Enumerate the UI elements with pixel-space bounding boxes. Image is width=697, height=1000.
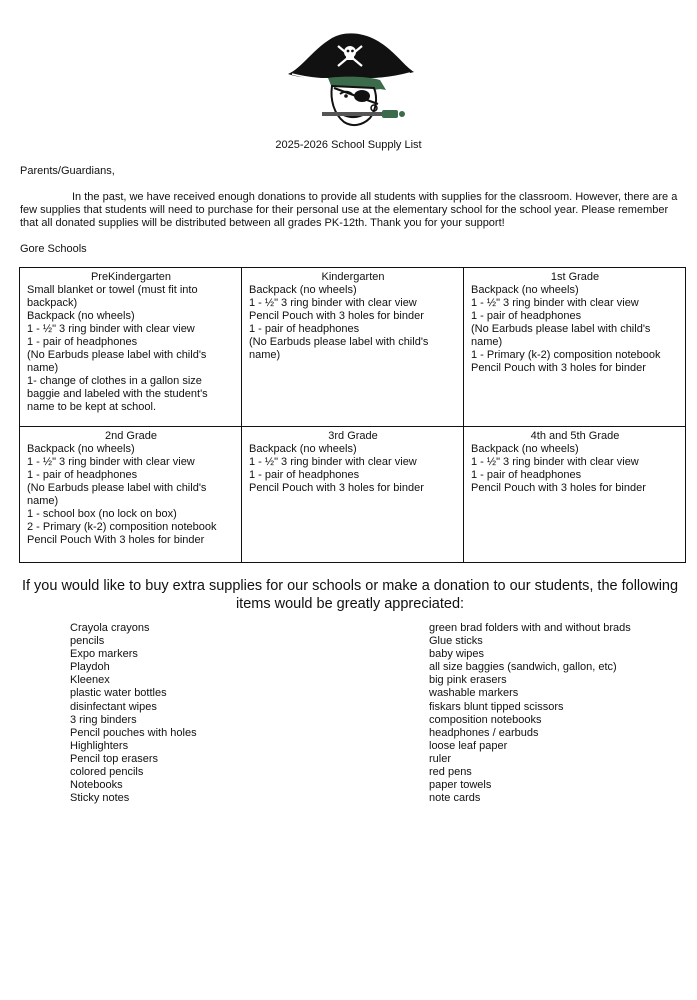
list-item: Sticky notes [70, 792, 130, 805]
list-item: Glue sticks [429, 635, 483, 648]
supply-item: Backpack (no wheels) [249, 284, 357, 296]
grade-cell [464, 268, 686, 427]
supply-item: Pencil Pouch with 3 holes for binder [471, 362, 646, 374]
list-item: big pink erasers [429, 674, 507, 687]
intro-text: In the past, we have received enough donations to provide all students with supplies for the classroom. However, there are a few supplies that students will need to purchase for their personal use at the elementary school for the school year. Please remember that all donated supplies will be distributed between all grades PK-12th. Thank you for your support! [20, 191, 678, 229]
list-item: green brad folders with and without brads [429, 622, 631, 634]
supply-item: 1 - pair of headphones [27, 469, 138, 481]
grade-cell [20, 427, 242, 563]
list-item: ruler [429, 752, 452, 765]
list-item: disinfectant wipes [70, 700, 157, 713]
list-item: 3 ring binders [70, 713, 137, 726]
greeting: Parents/Guardians, [20, 165, 115, 177]
supply-item: (No Earbuds please label with child's name) [249, 336, 429, 361]
supply-item: Backpack (no wheels) [471, 443, 579, 455]
supply-item: 1 - pair of headphones [249, 469, 360, 481]
supply-item: 1 - pair of headphones [471, 310, 582, 322]
grade-cell [242, 427, 464, 563]
list-item: Crayola crayons [70, 622, 150, 634]
list-item: Pencil top erasers [70, 752, 159, 765]
supply-item: Backpack (no wheels) [471, 284, 579, 296]
grade-heading: 2nd Grade [105, 430, 157, 442]
grade-cell [464, 427, 686, 563]
grade-supply-table [19, 267, 686, 563]
list-item: Highlighters [70, 739, 129, 752]
table-row [20, 268, 686, 427]
donation-list-left [70, 622, 197, 805]
supply-item: 1 - Primary (k-2) composition notebook [471, 349, 661, 361]
list-item: paper towels [429, 779, 492, 792]
grade-heading: 1st Grade [550, 271, 600, 283]
supply-item: Pencil Pouch with 3 holes for binder [249, 310, 424, 322]
grade-cell [242, 268, 464, 427]
grade-cell [20, 268, 242, 427]
supply-item: (No Earbuds please label with child's name) [471, 323, 651, 348]
supply-item: Backpack (no wheels) [27, 310, 135, 322]
list-item: note cards [429, 792, 481, 805]
page-title: 2025-2026 School Supply List [275, 139, 422, 151]
list-item: Expo markers [70, 648, 138, 661]
list-item: fiskars blunt tipped scissors [429, 700, 564, 713]
list-item: loose leaf paper [429, 739, 508, 752]
list-item: pencils [70, 635, 105, 648]
list-item: red pens [429, 766, 472, 779]
supply-item: Pencil Pouch With 3 holes for binder [27, 534, 205, 546]
list-item: Notebooks [70, 779, 123, 792]
supply-item: 1 - pair of headphones [249, 323, 360, 335]
signature: Gore Schools [20, 243, 87, 255]
list-item: headphones / earbuds [429, 726, 539, 739]
donation-list-right [429, 622, 631, 805]
supply-item: 1 - ½" 3 ring binder with clear view [249, 456, 417, 468]
supply-item: Backpack (no wheels) [27, 443, 135, 455]
list-item: composition notebooks [429, 713, 542, 726]
donation-appeal: If you would like to buy extra supplies for our schools or make a donation to our students, the following items would be greatly appreciated: [21, 578, 679, 612]
supply-item: 1 - ½" 3 ring binder with clear view [27, 456, 195, 468]
list-item: all size baggies (sandwich, gallon, etc) [429, 661, 617, 674]
supply-item: 1 - ½" 3 ring binder with clear view [27, 323, 195, 335]
supply-item: 1 - ½" 3 ring binder with clear view [471, 297, 639, 309]
pirate-mascot-logo [282, 30, 418, 130]
supply-item: (No Earbuds please label with child's name) [27, 482, 207, 507]
supply-item: 1 - pair of headphones [471, 469, 582, 481]
grade-heading: PreKindergarten [90, 271, 172, 283]
supply-item: 1 - ½" 3 ring binder with clear view [249, 297, 417, 309]
supply-item: 2 - Primary (k-2) composition notebook [27, 521, 217, 533]
supply-item: 1- change of clothes in a gallon size baggie and labeled with the student's name to be kept at school. [27, 375, 208, 413]
supply-item: Small blanket or towel (must fit into backpack) [27, 284, 198, 309]
table-row [20, 427, 686, 563]
supply-item: 1 - ½" 3 ring binder with clear view [471, 456, 639, 468]
grade-heading: 4th and 5th Grade [530, 430, 620, 442]
supply-item: (No Earbuds please label with child's name) [27, 349, 207, 374]
supply-item: Pencil Pouch with 3 holes for binder [249, 482, 424, 494]
list-item: Pencil pouches with holes [70, 726, 197, 739]
list-item: colored pencils [70, 766, 144, 779]
grade-heading: Kindergarten [321, 271, 385, 283]
intro-paragraph [20, 191, 680, 230]
grade-heading: 3rd Grade [328, 430, 378, 442]
supply-item: 1 - pair of headphones [27, 336, 138, 348]
supply-item: Pencil Pouch with 3 holes for binder [471, 482, 646, 494]
list-item: Kleenex [70, 674, 110, 687]
list-item: plastic water bottles [70, 687, 167, 700]
supply-item: 1 - school box (no lock on box) [27, 508, 177, 520]
list-item: baby wipes [429, 648, 485, 661]
supply-item: Backpack (no wheels) [249, 443, 357, 455]
list-item: Playdoh [70, 661, 110, 674]
list-item: washable markers [429, 687, 519, 700]
